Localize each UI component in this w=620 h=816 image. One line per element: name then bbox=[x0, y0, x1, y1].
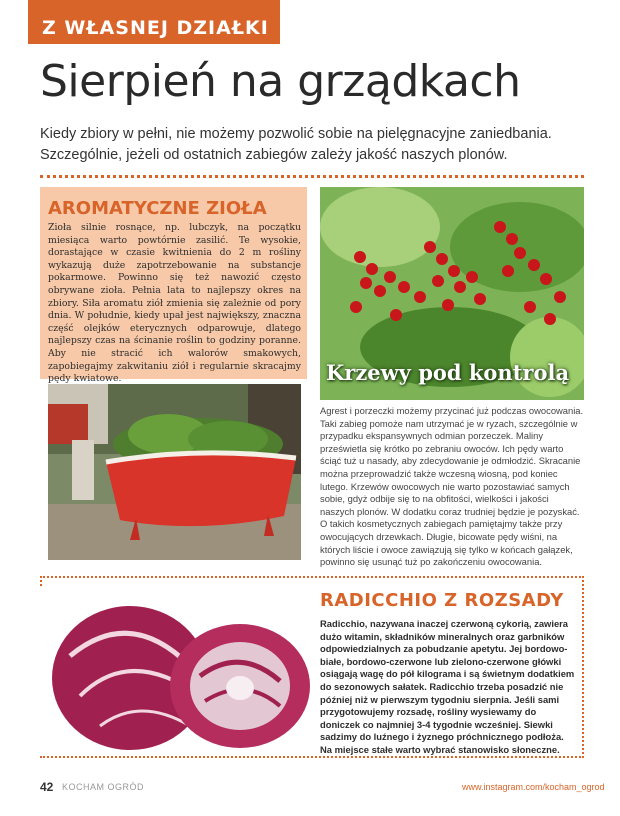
herbs-text: Zioła silnie rosnące, np. lubczyk, na początku miesiąca warto powtórnie zasilić. Te wysokie, dorastające w czasie kwitnienia do 2 m rośliny wykazują duże zapotrzebowanie na substancje pokarmowe. Powinno się też nawozić często obrywane zioła. Pełnia lata to najlepszy okres na zbiory. Siła aromatu ziół zmienia się zależnie od pory dnia. W południe, kiedy upał jest największy, znaczna część olejków eterycznych odparowuje, dlatego najlepszy czas na ścinanie roślin to godziny poranne. Aby nie stracić ich walorów smakowych, zapobiegajmy zakwitaniu ziół i regularnie skracajmy pędy kwiatowe. bbox=[48, 222, 301, 385]
radicchio-photo bbox=[40, 586, 312, 756]
shrubs-caption: Krzewy pod kontrolą bbox=[326, 360, 570, 385]
bathtub-herbs-photo bbox=[48, 384, 301, 560]
radicchio-text: Radicchio, nazywana inaczej czerwoną cykorią, zawiera dużo witamin, składników mineralnych oraz garbników odpowiedzialnych za pobudzanie apetytu. Jej bordowo-białe, bordowo-czerwone lub zielono-czerwone główki osiągają wagę do pół kilograma i są świetnym dodatkiem do sezonowych sałatek. Radicchio trzeba posadzić nie później niż w pierwszym tygodniu sierpnia. Jeśli sami przygotowujemy rozsadę, rośliny wysiewamy do doniczek co najmniej 3-4 tygodnie wcześniej. Siewki sadzimy do luźnego i żyznego próchnicznego podłoża. Na miejsce stałe warto wybrać stanowisko słoneczne. bbox=[320, 618, 575, 755]
lead-paragraph: Kiedy zbiory w pełni, nie możemy pozwolić sobie na pielęgnacyjne zaniedbania. Szczególnie, jeżeli od ostatnich zabiegów zależy jakość naszych plonów. bbox=[40, 126, 552, 163]
dotted-divider bbox=[40, 175, 584, 178]
instagram-link[interactable]: www.instagram.com/kocham_ogrod bbox=[462, 782, 605, 792]
magazine-name: KOCHAM OGRÓD bbox=[62, 782, 145, 792]
page-title: Sierpień na grządkach bbox=[40, 56, 521, 107]
herbs-heading: AROMATYCZNE ZIOŁA bbox=[48, 198, 267, 219]
shrubs-text: Agrest i porzeczki możemy przycinać już podczas owocowania. Taki zabieg pomoże nam utrzymać je w ryzach, szczególnie w przypadku ekspansywnych odmian porzeczek. Maliny prześwietla się krótko po zebraniu owoców. Ich pędy warto ściąć tuż u nasady, aby zdecydowanie je odmłodzić. Skracanie można przeprowadzić także wczesną wiosną, pod koniec lutego. Krzewów owocowych nie warto pozostawiać samych sobie, gdyż odbije się to na obfitości, wielkości i jakości naszych plonów. W dodatku coraz trudniej będzie je pozyskać. O takich kosmetycznych zabiegach pamiętajmy także przy owocujących drzewkach. Długie, bicowate pędy wiśni, na których liście i owoce zawiązują się tylko w końcach gałązek, powinno się usunąć tuż po zakończeniu owocowania. bbox=[320, 405, 584, 568]
section-tab bbox=[28, 0, 280, 44]
page-number: 42 bbox=[40, 780, 54, 794]
radicchio-heading: RADICCHIO Z ROZSADY bbox=[320, 590, 564, 611]
section-tab-label: Z WŁASNEJ DZIAŁKI bbox=[42, 17, 269, 39]
